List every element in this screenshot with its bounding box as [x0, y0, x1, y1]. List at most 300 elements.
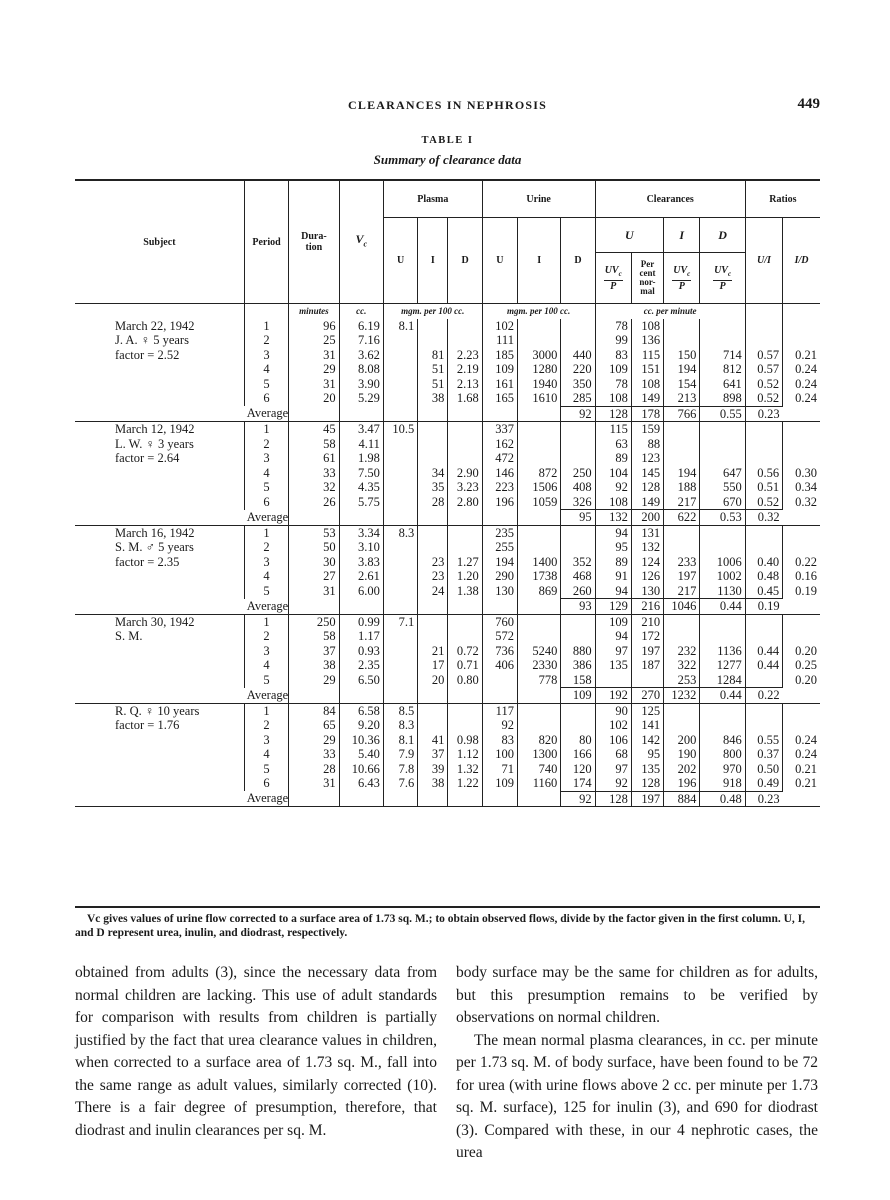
duration-cell: 50	[289, 540, 339, 555]
clearance-i-cell: 154	[664, 377, 700, 392]
period-cell: 4	[244, 569, 288, 584]
ratio-ui-cell: 0.52	[745, 391, 782, 406]
ratio-id-average: 0.23	[745, 406, 782, 422]
urine-i-cell: 3000	[517, 348, 560, 363]
per-cent-normal-average: 128	[595, 791, 631, 807]
clearance-i-header: I	[664, 218, 700, 253]
subject-header: Subject	[143, 236, 176, 248]
duration-cell: 31	[289, 348, 339, 363]
subject-line: factor = 2.35	[115, 554, 180, 569]
plasma-i-cell: 41	[418, 733, 448, 748]
subject-line	[75, 644, 244, 659]
subject-line	[75, 480, 244, 495]
ratio-ui-average: 0.48	[700, 791, 745, 807]
plasma-i-cell	[418, 629, 448, 644]
table-header	[75, 180, 820, 304]
clearance-i-cell: 190	[664, 747, 700, 762]
plasma-u-cell: 8.1	[383, 733, 417, 748]
urine-d-cell: 440	[561, 348, 595, 363]
urine-u-cell: 223	[482, 480, 517, 495]
clearance-i-cell	[664, 333, 700, 348]
urine-d-cell: 120	[561, 762, 595, 777]
clearance-d-cell: 1277	[700, 658, 745, 673]
subject-line: L. W. ♀ 3 years	[115, 436, 194, 451]
urine-d-cell	[561, 718, 595, 733]
plasma-d-cell: 0.80	[448, 673, 482, 688]
empty-cell	[418, 791, 448, 807]
plasma-u-cell	[383, 658, 417, 673]
urine-d-cell	[561, 333, 595, 348]
table-row	[75, 437, 820, 452]
empty-cell	[289, 406, 339, 422]
clearance-i-cell	[664, 614, 700, 629]
per-cent-normal-cell: 151	[631, 362, 663, 377]
ve-cell: 5.40	[339, 747, 383, 762]
plasma-d-cell: 0.72	[448, 644, 482, 659]
empty-cell	[339, 791, 383, 807]
urine-i-cell	[517, 319, 560, 334]
clearance-u-cell: 78	[595, 377, 631, 392]
period-cell: 5	[244, 480, 288, 495]
subject-line	[75, 466, 244, 481]
plasma-i-cell: 51	[418, 377, 448, 392]
urine-i-cell	[517, 451, 560, 466]
table-row	[75, 584, 820, 599]
clearance-i-cell	[664, 422, 700, 437]
urine-i-cell: 740	[517, 762, 560, 777]
per-cent-normal-cell: 126	[631, 569, 663, 584]
ve-cell: 7.50	[339, 466, 383, 481]
per-cent-normal-cell: 141	[631, 718, 663, 733]
ratio-ui-header: U/I	[745, 218, 782, 304]
table-body	[75, 304, 820, 807]
per-cent-normal-cell: 135	[631, 762, 663, 777]
period-cell: 3	[244, 451, 288, 466]
clearance-u-average: 93	[561, 599, 595, 615]
ratio-ui-cell: 0.55	[745, 733, 782, 748]
ratio-id-average: 0.23	[745, 791, 782, 807]
plasma-d-cell	[448, 629, 482, 644]
per-cent-normal-cell: 95	[631, 747, 663, 762]
plasma-u-cell: 10.5	[383, 422, 417, 437]
subject-line	[75, 391, 244, 406]
urine-d-cell: 386	[561, 658, 595, 673]
average-label: Average	[246, 687, 289, 702]
clearance-u-cell: 99	[595, 333, 631, 348]
ratio-id-average: 0.19	[745, 599, 782, 615]
clearance-u-cell: 90	[595, 703, 631, 718]
clearance-u-cell: 95	[595, 540, 631, 555]
urine-d-cell	[561, 451, 595, 466]
ratio-id-cell: 0.24	[783, 733, 820, 748]
plasma-d-cell: 2.80	[448, 495, 482, 510]
clearance-u-cell: 102	[595, 718, 631, 733]
period-cell: 5	[244, 377, 288, 392]
clearance-u-cell: 68	[595, 747, 631, 762]
urine-d-cell: 80	[561, 733, 595, 748]
subject-line	[75, 733, 244, 748]
table-row	[75, 762, 820, 777]
table-row	[75, 348, 820, 363]
body-column-left	[75, 962, 437, 1142]
urine-d-header: D	[561, 218, 595, 304]
clearance-i-cell: 150	[664, 348, 700, 363]
urine-u-cell: 235	[482, 525, 517, 540]
duration-cell: 31	[289, 776, 339, 791]
uvp-i-header: $\frac{UV_c}{P}$	[664, 253, 700, 304]
urine-u-cell: 146	[482, 466, 517, 481]
ratio-id-cell: 0.22	[783, 555, 820, 570]
empty-cell	[448, 688, 482, 704]
clearance-i-average: 216	[631, 599, 663, 615]
ratio-ui-cell	[745, 333, 782, 348]
empty-cell	[517, 510, 560, 526]
table-row	[75, 451, 820, 466]
urine-d-cell: 260	[561, 584, 595, 599]
per-cent-normal-cell: 145	[631, 466, 663, 481]
urine-u-cell: 162	[482, 437, 517, 452]
duration-cell: 25	[289, 333, 339, 348]
ratio-ui-cell	[745, 629, 782, 644]
ve-cell: 0.93	[339, 644, 383, 659]
ve-cell: 0.99	[339, 614, 383, 629]
clearance-u-cell: 94	[595, 629, 631, 644]
plasma-u-cell	[383, 480, 417, 495]
plasma-i-cell: 81	[418, 348, 448, 363]
ratio-id-cell	[783, 718, 820, 733]
clearance-d-cell: 550	[700, 480, 745, 495]
plasma-d-header: D	[448, 218, 482, 304]
plasma-u-cell	[383, 495, 417, 510]
clearance-table	[75, 179, 820, 807]
plasma-u-cell	[383, 391, 417, 406]
empty-cell	[289, 791, 339, 807]
per-cent-normal-cell: 128	[631, 776, 663, 791]
period-cell: 6	[244, 495, 288, 510]
clearance-u-cell: 78	[595, 319, 631, 334]
ve-cell: 10.36	[339, 733, 383, 748]
plasma-d-cell: 0.98	[448, 733, 482, 748]
urine-u-header: U	[482, 218, 517, 304]
ve-cell: 4.35	[339, 480, 383, 495]
plasma-d-cell	[448, 540, 482, 555]
empty-cell	[482, 406, 517, 422]
urine-i-cell: 778	[517, 673, 560, 688]
table-row	[75, 569, 820, 584]
ratio-ui-cell: 0.48	[745, 569, 782, 584]
ve-cell: 2.35	[339, 658, 383, 673]
body-paragraph: The mean normal plasma clearances, in cc. per minute per 1.73 sq. M. of body surface, have been found to be 72 for urea (with urine flows above 2 cc. per minute per 1.73 sq. M. surface), 125 for inulin (3), and 690 for diodrast (3). Compared with these, in our 4 nephrotic cases, the urea	[456, 1031, 818, 1161]
plasma-i-cell: 21	[418, 644, 448, 659]
urine-i-cell: 5240	[517, 644, 560, 659]
period-header: Period	[244, 180, 288, 304]
plasma-d-cell	[448, 437, 482, 452]
ve-cell: 8.08	[339, 362, 383, 377]
ratio-ui-cell	[745, 422, 782, 437]
plasma-d-cell: 2.19	[448, 362, 482, 377]
empty-cell	[339, 688, 383, 704]
ve-cell: 4.11	[339, 437, 383, 452]
urine-d-cell: 285	[561, 391, 595, 406]
clearance-i-cell: 200	[664, 733, 700, 748]
urine-header: Urine	[482, 180, 595, 218]
clearance-unit: cc. per minute	[595, 304, 745, 319]
period-cell: 1	[244, 422, 288, 437]
empty-cell	[339, 599, 383, 615]
ve-cell: 1.17	[339, 629, 383, 644]
urine-u-cell: 130	[482, 584, 517, 599]
average-row	[75, 688, 820, 704]
plasma-u-cell	[383, 644, 417, 659]
ratio-ui-cell: 0.52	[745, 377, 782, 392]
clearance-i-cell	[664, 718, 700, 733]
urine-i-cell: 820	[517, 733, 560, 748]
urine-u-cell: 337	[482, 422, 517, 437]
plasma-u-cell: 7.1	[383, 614, 417, 629]
duration-cell: 38	[289, 658, 339, 673]
period-cell: 3	[244, 733, 288, 748]
plasma-i-cell: 38	[418, 776, 448, 791]
per-cent-normal-cell: 108	[631, 319, 663, 334]
ve-cell: 3.62	[339, 348, 383, 363]
period-cell: 3	[244, 644, 288, 659]
duration-cell: 33	[289, 466, 339, 481]
running-title: CLEARANCES IN NEPHROSIS	[348, 98, 547, 112]
clearance-i-average: 178	[631, 406, 663, 422]
clearance-d-cell	[700, 437, 745, 452]
table-row	[75, 703, 820, 718]
ratio-id-cell: 0.19	[783, 584, 820, 599]
plasma-i-cell: 38	[418, 391, 448, 406]
duration-cell: 29	[289, 673, 339, 688]
empty-cell	[517, 688, 560, 704]
subject-line: factor = 2.52	[115, 347, 180, 362]
ve-header: $V_c$	[339, 180, 383, 304]
clearance-u-cell: 83	[595, 348, 631, 363]
subject-line: March 16, 1942	[115, 525, 195, 540]
ratio-id-cell	[783, 703, 820, 718]
empty-cell	[339, 406, 383, 422]
empty-cell	[383, 510, 417, 526]
plasma-i-cell: 35	[418, 480, 448, 495]
clearance-i-average: 270	[631, 688, 663, 704]
per-cent-normal-cell: 142	[631, 733, 663, 748]
ratio-id-cell: 0.21	[783, 348, 820, 363]
table-label: TABLE I	[421, 135, 474, 146]
plasma-u-cell	[383, 348, 417, 363]
empty-cell	[339, 510, 383, 526]
plasma-u-cell	[383, 569, 417, 584]
clearance-i-cell: 322	[664, 658, 700, 673]
ve-cell: 6.58	[339, 703, 383, 718]
duration-cell: 58	[289, 629, 339, 644]
clearance-u-cell: 97	[595, 762, 631, 777]
clearance-d-cell: 641	[700, 377, 745, 392]
duration-cell: 65	[289, 718, 339, 733]
ratio-ui-average: 0.53	[700, 510, 745, 526]
clearance-d-cell	[700, 614, 745, 629]
plasma-d-cell: 3.23	[448, 480, 482, 495]
ve-cell: 3.10	[339, 540, 383, 555]
clearance-d-cell: 1006	[700, 555, 745, 570]
clearance-i-cell	[664, 319, 700, 334]
units-cell	[783, 304, 820, 319]
clearance-i-cell: 232	[664, 644, 700, 659]
urine-d-cell: 250	[561, 466, 595, 481]
table-row	[75, 466, 820, 481]
urine-u-cell: 185	[482, 348, 517, 363]
plasma-u-cell	[383, 377, 417, 392]
period-cell: 1	[244, 319, 288, 334]
per-cent-normal-cell: 125	[631, 703, 663, 718]
clearance-d-cell: 1136	[700, 644, 745, 659]
urine-u-cell: 290	[482, 569, 517, 584]
subject-line: March 12, 1942	[115, 422, 195, 436]
ratio-ui-cell: 0.44	[745, 658, 782, 673]
clearance-u-cell: 89	[595, 555, 631, 570]
subject-line: J. A. ♀ 5 years	[115, 333, 189, 347]
empty-cell	[383, 599, 417, 615]
plasma-i-header: I	[418, 218, 448, 304]
urine-u-cell: 472	[482, 451, 517, 466]
urine-d-cell: 166	[561, 747, 595, 762]
clearance-d-cell: 970	[700, 762, 745, 777]
ratio-id-average: 0.22	[745, 688, 782, 704]
plasma-i-cell	[418, 319, 448, 334]
subject-line	[75, 673, 244, 688]
ve-cell: 6.19	[339, 319, 383, 334]
ratio-id-cell: 0.24	[783, 377, 820, 392]
clearance-u-cell	[595, 673, 631, 688]
ve-cell: 5.75	[339, 495, 383, 510]
subject-line	[75, 584, 244, 599]
plasma-i-cell: 28	[418, 495, 448, 510]
empty-cell	[517, 791, 560, 807]
urine-u-cell: 83	[482, 733, 517, 748]
plasma-i-cell: 24	[418, 584, 448, 599]
period-cell: 3	[244, 555, 288, 570]
ve-cell: 3.90	[339, 377, 383, 392]
duration-cell: 29	[289, 733, 339, 748]
clearance-d-average: 1046	[664, 599, 700, 615]
plasma-u-header: U	[383, 218, 417, 304]
average-label: Average	[246, 598, 289, 613]
plasma-d-cell: 2.90	[448, 466, 482, 481]
urine-i-cell	[517, 540, 560, 555]
body-column-right	[456, 962, 818, 1165]
duration-cell: 31	[289, 377, 339, 392]
clearance-d-cell: 846	[700, 733, 745, 748]
empty-cell	[482, 599, 517, 615]
empty-cell	[448, 510, 482, 526]
empty-cell	[289, 599, 339, 615]
units-cell	[745, 304, 782, 319]
clearance-d-cell	[700, 422, 745, 437]
per-cent-normal-cell: 115	[631, 348, 663, 363]
urine-i-cell: 1280	[517, 362, 560, 377]
period-cell: 2	[244, 629, 288, 644]
subject-line: S. M. ♂ 5 years	[115, 540, 194, 554]
clearance-u-cell: 106	[595, 733, 631, 748]
table-row	[75, 776, 820, 791]
ratio-ui-cell	[745, 540, 782, 555]
empty-cell	[383, 406, 417, 422]
ve-cell: 3.83	[339, 555, 383, 570]
urine-i-cell	[517, 718, 560, 733]
ratio-ui-cell: 0.40	[745, 555, 782, 570]
urine-u-cell: 165	[482, 391, 517, 406]
urine-d-cell	[561, 437, 595, 452]
subject-line: factor = 1.76	[115, 718, 180, 732]
plasma-i-cell	[418, 703, 448, 718]
urine-i-cell: 872	[517, 466, 560, 481]
plasma-d-cell: 1.27	[448, 555, 482, 570]
urine-i-cell	[517, 437, 560, 452]
plasma-i-cell: 34	[418, 466, 448, 481]
page-number: 449	[797, 96, 820, 112]
uvp-u-header: $\frac{UV_c}{P}$	[595, 253, 631, 304]
subject-line	[75, 747, 244, 762]
table-caption	[75, 135, 820, 168]
per-cent-normal-average: 132	[595, 510, 631, 526]
urine-u-cell: 71	[482, 762, 517, 777]
clearance-d-cell	[700, 451, 745, 466]
ratio-id-cell: 0.24	[783, 391, 820, 406]
plasma-i-cell	[418, 718, 448, 733]
ve-cell: 10.66	[339, 762, 383, 777]
ve-cell: 2.61	[339, 569, 383, 584]
empty-cell	[418, 406, 448, 422]
clearance-d-cell: 714	[700, 348, 745, 363]
clearance-d-average: 1232	[664, 688, 700, 704]
table-row	[75, 319, 820, 334]
plasma-i-cell: 17	[418, 658, 448, 673]
table-row	[75, 718, 820, 733]
plasma-d-cell: 2.13	[448, 377, 482, 392]
urine-u-cell: 196	[482, 495, 517, 510]
plasma-u-cell: 8.3	[383, 525, 417, 540]
table-row	[75, 540, 820, 555]
clearance-i-cell: 196	[664, 776, 700, 791]
table-row	[75, 377, 820, 392]
plasma-d-cell	[448, 718, 482, 733]
table-row	[75, 747, 820, 762]
period-cell: 2	[244, 437, 288, 452]
empty-cell	[448, 791, 482, 807]
plasma-i-cell	[418, 540, 448, 555]
table-row	[75, 495, 820, 510]
ratio-id-cell: 0.21	[783, 762, 820, 777]
plasma-i-cell: 37	[418, 747, 448, 762]
plasma-i-cell: 51	[418, 362, 448, 377]
table-row	[75, 673, 820, 688]
duration-cell: 27	[289, 569, 339, 584]
clearance-i-cell: 194	[664, 466, 700, 481]
body-paragraph: obtained from adults (3), since the necessary data from normal children are lacking. This use of adult standards for comparison with results from children is partially justified by the fact that urea clearance values in children, when corrected to a surface area of 1.73 sq. M., fall into the same range as adult values, similarly corrected (10). There is a fair degree of presumption, therefore, that diodrast and inulin clearances per sq. M.	[75, 964, 437, 1139]
plasma-d-cell: 1.22	[448, 776, 482, 791]
table-row	[75, 658, 820, 673]
plasma-u-cell: 8.1	[383, 319, 417, 334]
duration-unit: minutes	[289, 304, 339, 319]
clearance-u-cell: 92	[595, 480, 631, 495]
average-label: Average	[246, 509, 289, 524]
ratio-id-cell	[783, 422, 820, 437]
plasma-unit: mgm. per 100 cc.	[383, 304, 482, 319]
plasma-u-cell	[383, 629, 417, 644]
duration-cell: 37	[289, 644, 339, 659]
clearance-d-cell	[700, 333, 745, 348]
urine-unit: mgm. per 100 cc.	[482, 304, 595, 319]
